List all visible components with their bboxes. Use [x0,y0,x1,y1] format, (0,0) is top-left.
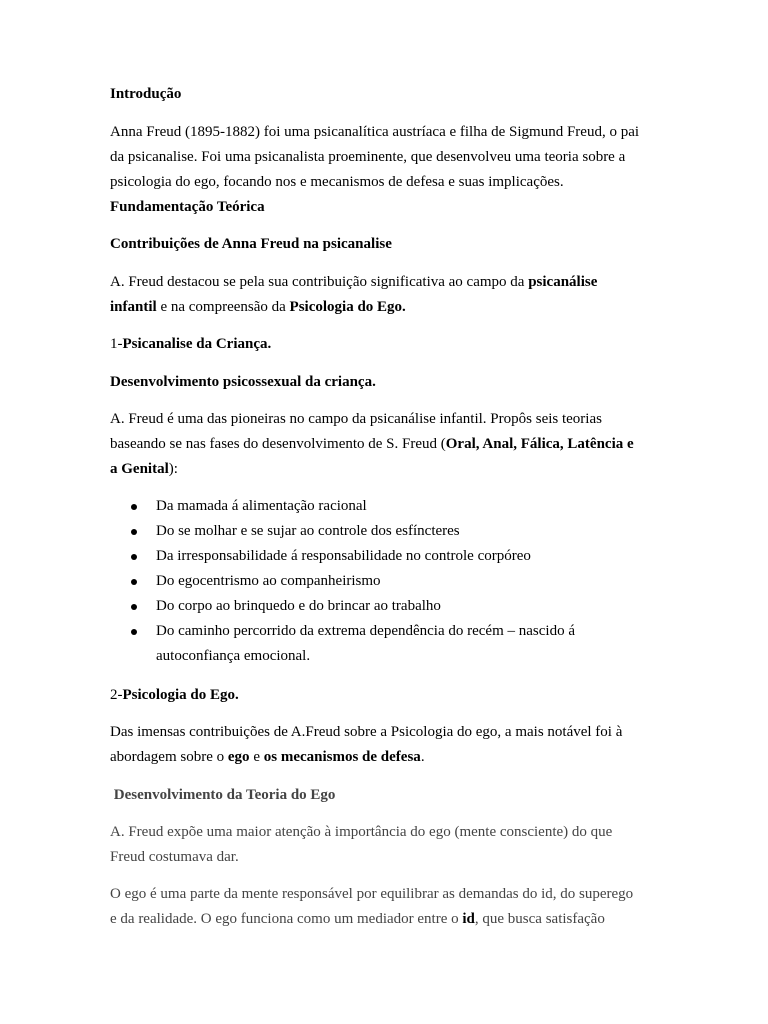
ego-definition-paragraph [110,882,670,932]
text-line: Das imensas contribuições de A.Freud sobre a Psicologia do ego, a mais notável foi à [110,724,623,740]
psicossexual-heading: Desenvolvimento psicossexual da criança. [110,374,376,390]
text-line: e da realidade. O ego funciona como um mediador entre o id, que busca satisfação [110,911,605,927]
text-line: abordagem sobre o ego e os mecanismos de defesa. [110,749,425,765]
teoria-ego-heading: Desenvolvimento da Teoria do Ego [110,787,336,803]
bold-term: Oral, Anal, Fálica, Latência e [445,436,634,452]
section-1-heading [110,332,670,357]
bold-term: Psicologia do Ego. [289,299,406,315]
bullet-icon [131,554,137,560]
text-line: baseando se nas fases do desenvolvimento de S. Freud (Oral, Anal, Fálica, Latência e [110,436,634,452]
bold-term: a Genital [110,461,169,477]
bullet-icon [131,529,137,535]
list-item: Do se molhar e se sujar ao controle dos esfíncteres [110,519,575,544]
bold-term: infantil [110,299,157,315]
section-2-heading [110,683,670,708]
atencao-ego-paragraph [110,820,670,870]
list-item: Da mamada á alimentação racional [110,494,575,519]
text-line: Anna Freud (1895-1882) foi uma psicanalítica austríaca e filha de Sigmund Freud, o pai [110,124,640,140]
bold-term: psicanálise [528,274,598,290]
text-line: psicologia do ego, focando nos e mecanismos de defesa e suas implicações. [110,174,564,190]
contribuicoes-paragraph [110,270,670,320]
list-item: Da irresponsabilidade á responsabilidade no controle corpóreo [110,544,575,569]
list-item: Do caminho percorrido da extrema dependência do recém – nascido á autoconfiança emocional. [110,619,575,669]
bullet-icon [131,579,137,585]
bullet-icon [131,504,137,510]
intro-heading: Introdução [110,86,182,102]
list-item: Do corpo ao brinquedo e do brincar ao trabalho [110,594,575,619]
text-line: a Genital): [110,461,178,477]
text-line: da psicanalise. Foi uma psicanalista proeminente, que desenvolveu uma teoria sobre a [110,149,626,165]
bold-term: id [462,911,475,927]
bullet-icon [131,629,137,635]
bullet-list [110,494,575,669]
pioneiras-paragraph [110,407,670,482]
section-title: Psicologia do Ego. [122,687,239,703]
bold-term: ego [227,749,250,765]
list-item: Do egocentrismo ao companheirismo [110,569,575,594]
text-line: infantil e na compreensão da Psicologia do Ego. [110,299,406,315]
fundamentacao-heading: Fundamentação Teórica [110,199,265,215]
text-line: O ego é uma parte da mente responsável por equilibrar as demandas do id, do superego [110,886,634,902]
bold-term: os mecanismos de defesa [263,749,421,765]
text-line: A. Freud é uma das pioneiras no campo da psicanálise infantil. Propôs seis teorias [110,411,602,427]
section-number: 1- [110,336,123,352]
bullet-icon [131,604,137,610]
section-title: Psicanalise da Criança. [122,336,272,352]
section-number: 2- [110,687,123,703]
text-line: A. Freud destacou se pela sua contribuição significativa ao campo da psicanálise [110,274,598,290]
text-line: Freud costumava dar. [110,849,239,865]
ego-paragraph [110,720,670,770]
intro-paragraph [110,120,670,195]
text-line: A. Freud expõe uma maior atenção à importância do ego (mente consciente) do que [110,824,613,840]
contribuicoes-heading: Contribuições de Anna Freud na psicanalise [110,236,392,252]
